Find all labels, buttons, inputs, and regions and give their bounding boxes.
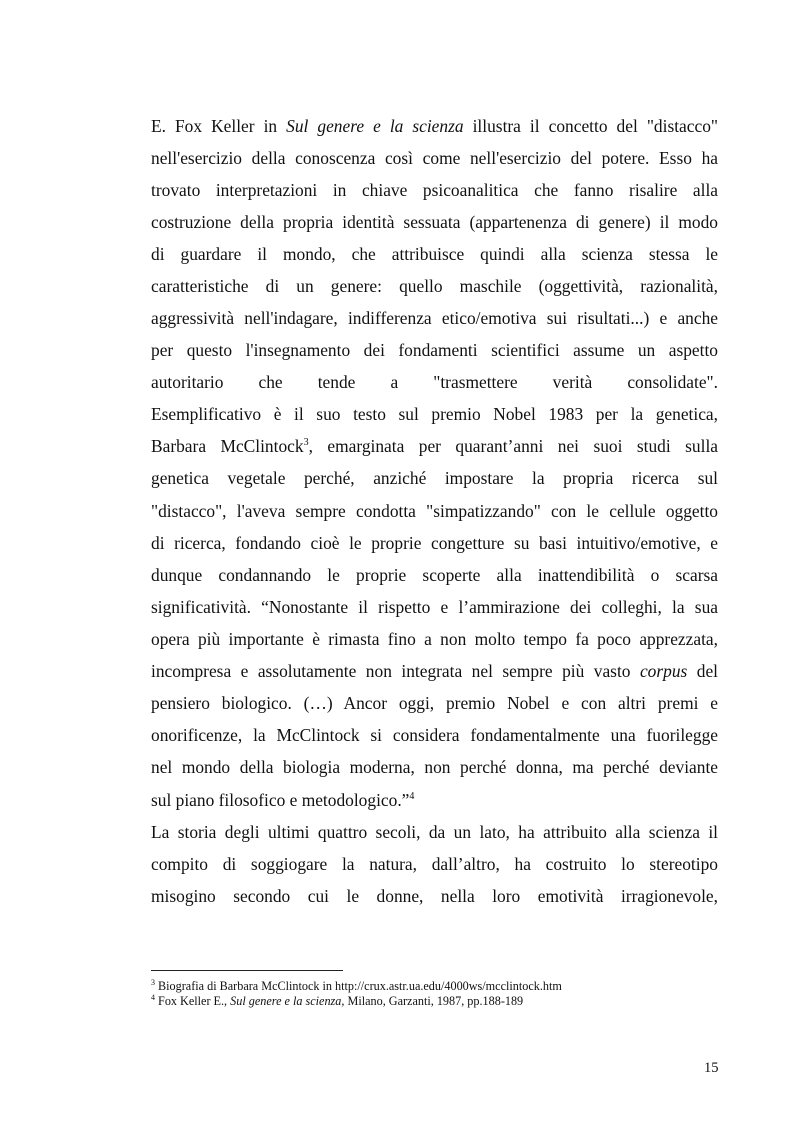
text-span: del xyxy=(687,661,719,681)
footnote-3 xyxy=(151,978,751,994)
footnote-number: 3 xyxy=(151,978,155,987)
paragraph-line: nell'esercizio della conoscenza così come nell'esercizio del potere. Esso ha xyxy=(151,148,718,168)
paragraph-line: Esemplificativo è il suo testo sul premio Nobel 1983 per la genetica, xyxy=(151,404,718,424)
footnote-ref-4: 4 xyxy=(409,791,415,802)
paragraph-line: dunque condannando le proprie scoperte alla inattendibilità o scarsa xyxy=(151,565,718,585)
footnote-4 xyxy=(151,993,751,1009)
paragraph-line: autoritario che tende a "trasmettere verità consolidate". xyxy=(151,372,718,392)
paragraph-line: per questo l'insegnamento dei fondamenti scientifici assume un aspetto xyxy=(151,340,718,360)
paragraph-line xyxy=(151,110,718,142)
paragraph-line: opera più importante è rimasta fino a non molto tempo fa poco apprezzata, xyxy=(151,629,718,649)
paragraph-line: costruzione della propria identità sessuata (appartenenza di genere) il modo xyxy=(151,212,718,232)
paragraph-line: di ricerca, fondando cioè le proprie congetture su basi intuitivo/emotive, e xyxy=(151,533,718,553)
footnote-separator xyxy=(151,970,343,971)
footnote-text: Biografia di Barbara McClintock in http://crux.astr.ua.edu/4000ws/mcclintock.htm xyxy=(155,979,562,993)
text-span: E. Fox Keller in xyxy=(151,116,287,136)
paragraph-line: di guardare il mondo, che attribuisce quindi alla scienza stessa le xyxy=(151,244,718,264)
book-title: Sul genere e la scienza, xyxy=(230,994,345,1008)
paragraph-line: caratteristiche di un genere: quello maschile (oggettività, razionalità, xyxy=(151,276,718,296)
page-number: 15 xyxy=(704,1060,719,1076)
paragraph-line xyxy=(151,430,718,462)
paragraph-line xyxy=(151,655,718,687)
italic-term: corpus xyxy=(639,661,688,681)
paragraph-line: "distacco", l'aveva sempre condotta "simpatizzando" con le cellule oggetto xyxy=(151,501,718,521)
text-span: , emarginata per quarant’anni nei suoi studi sulla xyxy=(308,436,719,456)
paragraph-line: nel mondo della biologia moderna, non perché donna, ma perché deviante xyxy=(151,757,718,777)
paragraph-line: onorificenze, la McClintock si considera fondamentalmente una fuorilegge xyxy=(151,725,718,745)
footnote-text: Milano, Garzanti, 1987, pp.188-189 xyxy=(344,994,524,1008)
text-span: illustra il concetto del "distacco" xyxy=(463,116,719,136)
paragraph-line: trovato interpretazioni in chiave psicoanalitica che fanno risalire alla xyxy=(151,180,718,200)
paragraph-line: misogino secondo cui le donne, nella loro emotività irragionevole, xyxy=(151,886,718,906)
paragraph-line: significatività. “Nonostante il rispetto e l’ammirazione dei colleghi, la sua xyxy=(151,597,718,617)
text-span: Barbara McClintock xyxy=(151,436,304,456)
footnote-ref-3: 3 xyxy=(303,437,309,448)
paragraph-line: aggressività nell'indagare, indifferenza etico/emotiva sui risultati...) e anche xyxy=(151,308,718,328)
paragraph-line xyxy=(151,784,718,816)
footnote-text: Fox Keller E., xyxy=(155,994,231,1008)
text-span: sul piano filosofico e metodologico.” xyxy=(151,790,410,810)
footnote-number: 4 xyxy=(151,993,155,1002)
book-title: Sul genere e la scienza xyxy=(286,116,464,136)
paragraph-line: pensiero biologico. (…) Ancor oggi, premio Nobel e con altri premi e xyxy=(151,693,718,713)
paragraph-line: La storia degli ultimi quattro secoli, da un lato, ha attribuito alla scienza il xyxy=(151,822,718,842)
paragraph-line: genetica vegetale perché, anziché impostare la propria ricerca sul xyxy=(151,468,718,488)
paragraph-line: compito di soggiogare la natura, dall’altro, ha costruito lo stereotipo xyxy=(151,854,718,874)
text-span: incompresa e assolutamente non integrata nel sempre più vasto xyxy=(151,661,640,681)
